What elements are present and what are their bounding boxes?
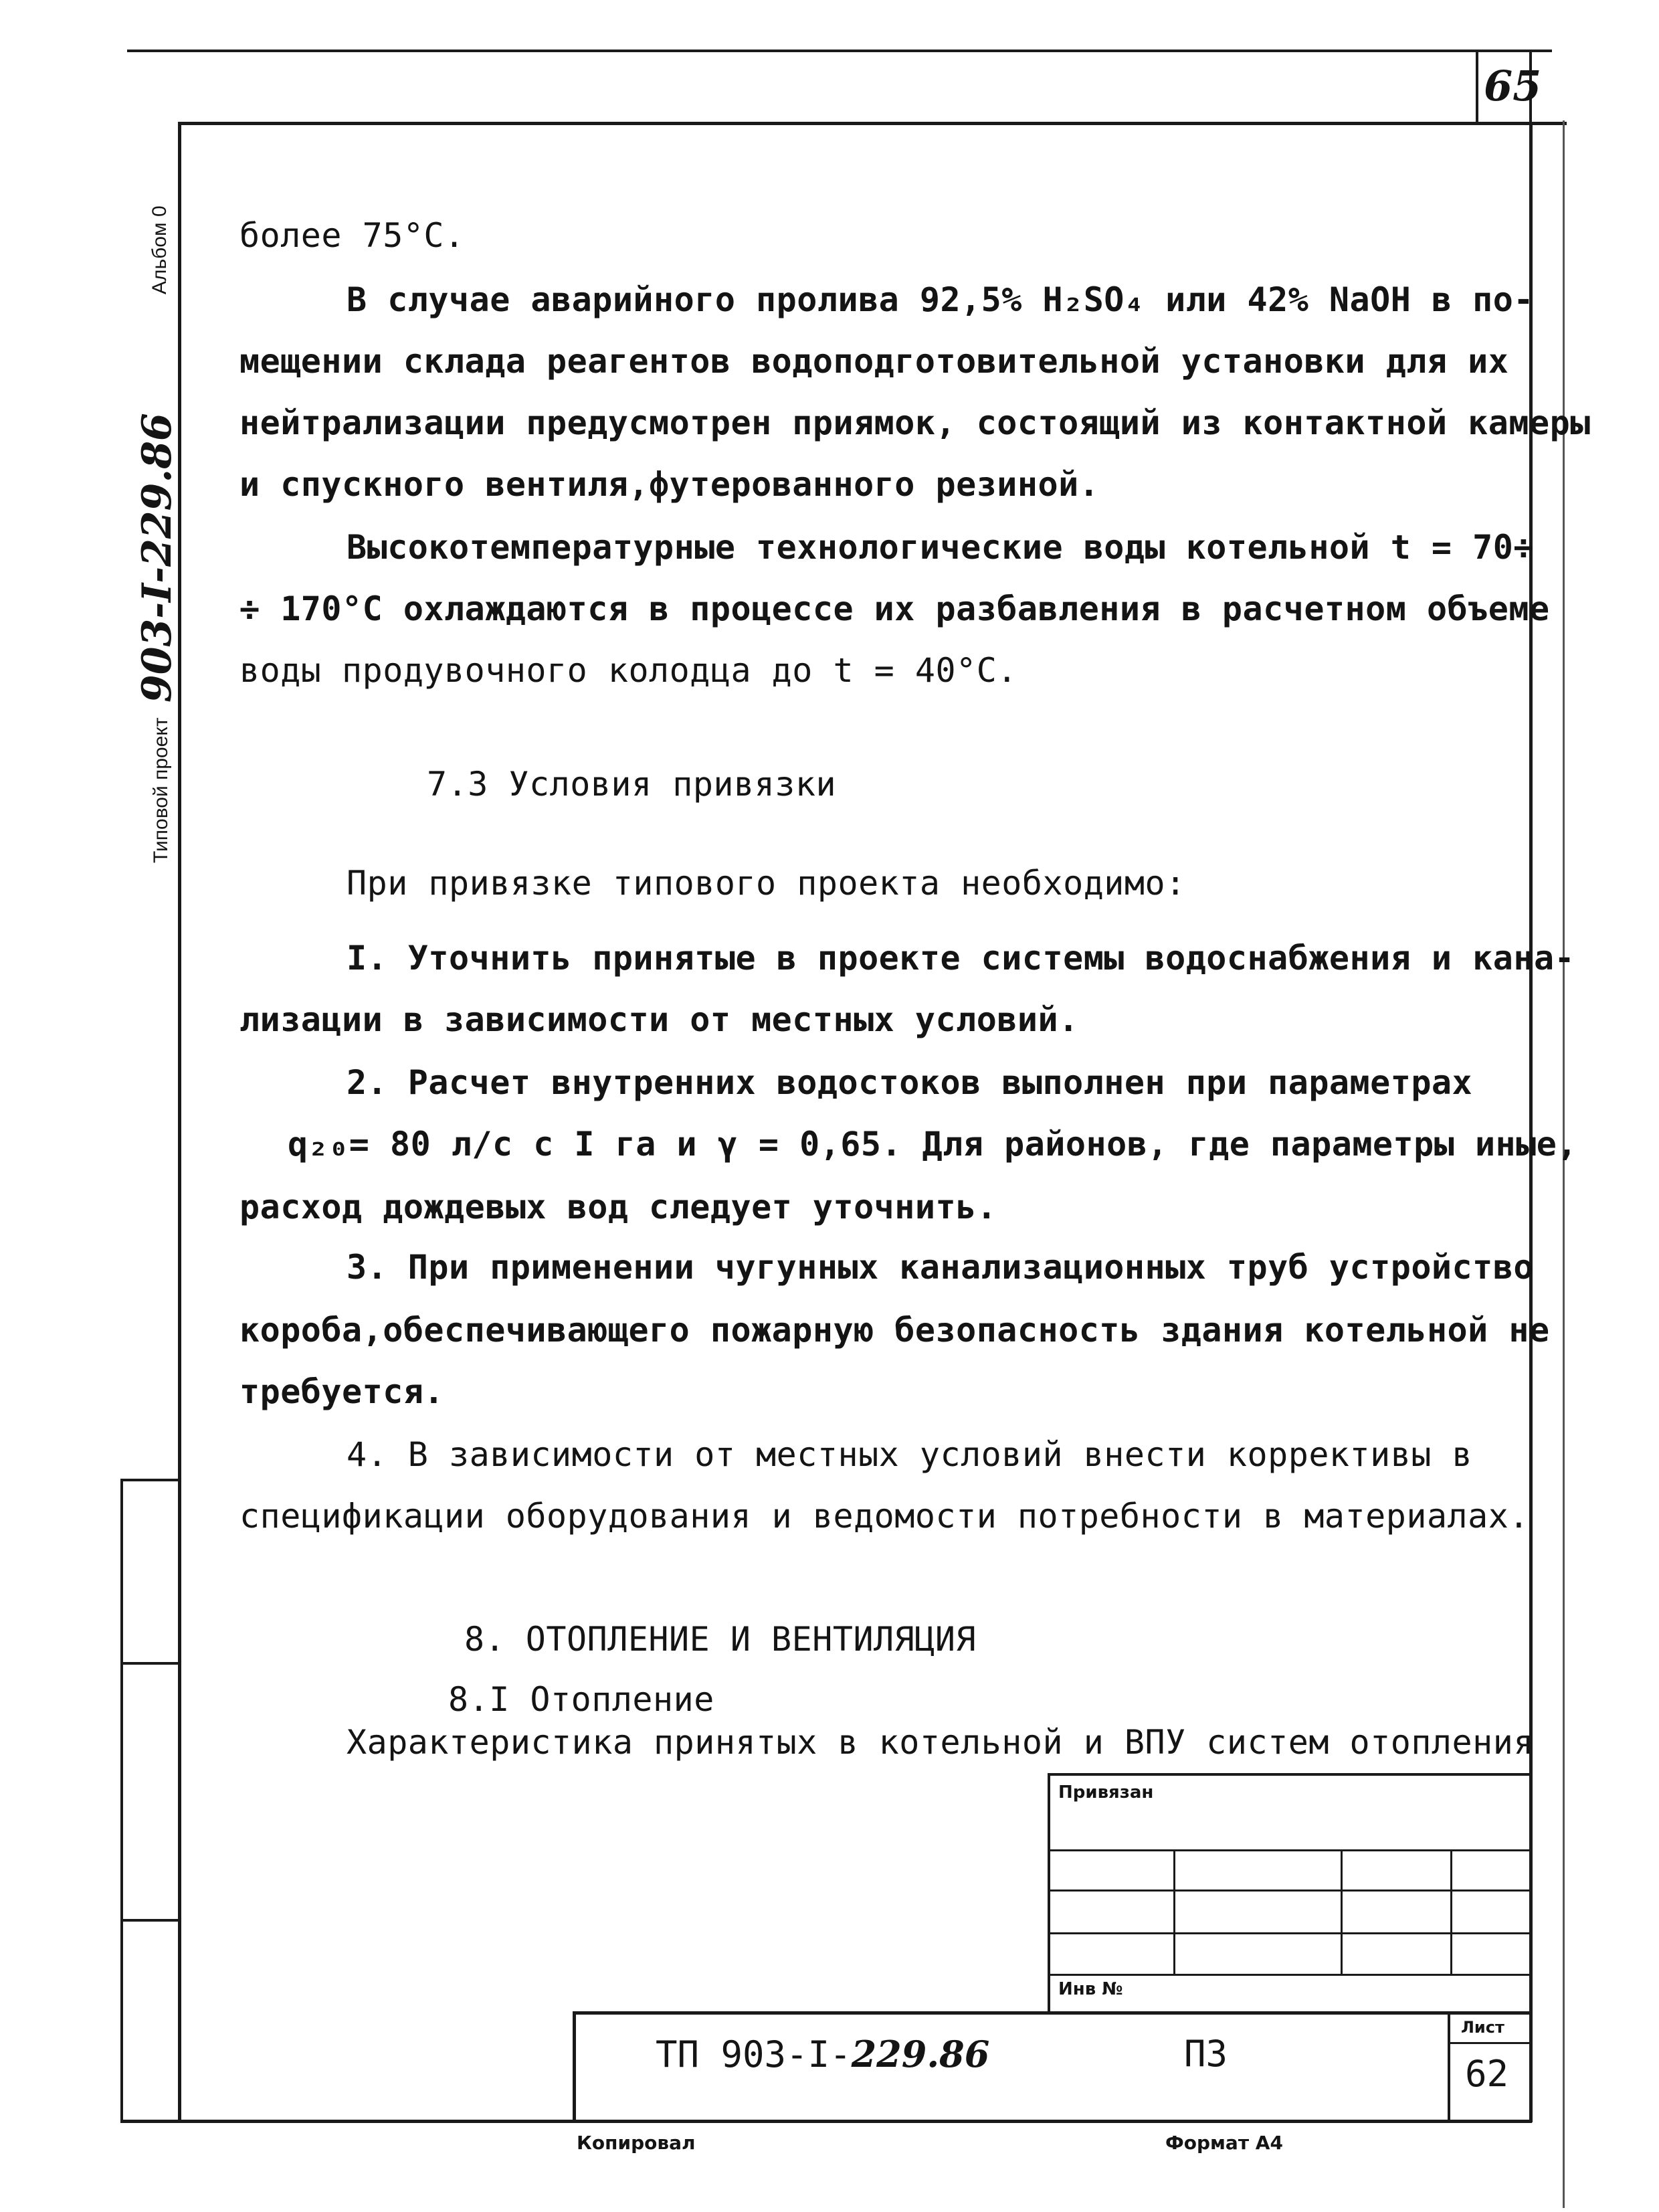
body-line-16: короба,обеспечивающего пожарную безопасность здания котельной не xyxy=(239,1311,1550,1350)
frame-bottom xyxy=(120,2120,1532,2123)
project-label-text: Типовой проект xyxy=(150,717,172,863)
margin-box-h1 xyxy=(120,1479,181,1481)
frame-top xyxy=(178,122,1567,125)
body-line-13: q₂₀= 80 л/с с I га и γ = 0,65. Для районов, где параметры иные, xyxy=(288,1125,1577,1164)
heading-8-1: 8.I Отопление xyxy=(448,1680,714,1719)
footer-copied: Копировал xyxy=(577,2132,696,2154)
body-line-10: I. Уточнить принятые в проекте системы водоснабжения и кана- xyxy=(347,939,1575,978)
stamp-privyazan: Привязан xyxy=(1058,1782,1154,1803)
heading-7-3: 7.3 Условия привязки xyxy=(427,765,837,804)
stamp-upper-top xyxy=(1048,1773,1531,1776)
body-line-17: требуется. xyxy=(239,1372,445,1411)
stamp-grid-v2 xyxy=(1341,1849,1343,1974)
body-line-11: лизации в зависимости от местных условий. xyxy=(239,1000,1079,1039)
stamp-main-top xyxy=(573,2011,1532,2015)
body-line-9: При привязке типового проекта необходимо: xyxy=(347,864,1186,903)
stamp-sheet-label: Лист xyxy=(1461,2018,1504,2037)
stamp-doc-code xyxy=(656,2033,989,2076)
body-line-3: мещении склада реагентов водоподготовительной установки для их xyxy=(239,342,1509,381)
body-line-7: ÷ 170°С охлаждаются в процессе их разбавления в расчетном объеме xyxy=(239,589,1550,628)
body-line-5: и спускного вентиля,футерованного резиной. xyxy=(239,465,1100,504)
heading-8: 8. ОТОПЛЕНИЕ И ВЕНТИЛЯЦИЯ xyxy=(464,1620,977,1659)
project-code-vertical xyxy=(134,413,181,703)
album-label xyxy=(149,205,171,294)
sheet-number-top: 65 xyxy=(1484,62,1542,110)
stamp-doc-code-prefix: ТП 903-I- xyxy=(656,2033,852,2076)
project-code-text: 903-I-229.86 xyxy=(134,413,181,703)
body-line-2: В случае аварийного пролива 92,5% H₂SO₄ или 42% NaOH в по- xyxy=(347,280,1534,319)
stamp-doc-code-hand: 229.86 xyxy=(851,2033,990,2076)
stamp-grid-v1 xyxy=(1173,1849,1175,1974)
body-line-18: 4. В зависимости от местных условий внести коррективы в xyxy=(347,1435,1473,1474)
stamp-grid-h4 xyxy=(1048,1974,1531,1976)
album-text: Альбом 0 xyxy=(149,205,171,294)
body-line-19: спецификации оборудования и ведомости потребности в материалах. xyxy=(239,1497,1529,1536)
stamp-doc-type: ПЗ xyxy=(1184,2033,1228,2075)
stamp-grid-v3 xyxy=(1450,1849,1452,1974)
footer-format: Формат А4 xyxy=(1165,2132,1283,2154)
stamp-inv: Инв № xyxy=(1058,1979,1123,1999)
margin-box-h2 xyxy=(120,1662,181,1665)
body-line-15: 3. При применении чугунных канализационных труб устройство xyxy=(347,1248,1534,1287)
body-line-4: нейтрализации предусмотрен приямок, состоящий из контактной камеры xyxy=(239,403,1591,442)
stamp-upper-left xyxy=(1048,1773,1050,2014)
body-line-14: расход дождевых вод следует уточнить. xyxy=(239,1188,997,1226)
sheet-box-left xyxy=(1476,50,1478,124)
project-label xyxy=(150,717,173,863)
stamp-main-left xyxy=(573,2011,576,2122)
stamp-grid-h3 xyxy=(1048,1932,1531,1934)
top-rule xyxy=(127,50,1552,52)
stamp-sheet-divider xyxy=(1448,2011,1450,2122)
body-line-20: Характеристика принятых в котельной и ВПУ систем отопления xyxy=(347,1723,1534,1762)
body-line-6: Высокотемпературные технологические воды котельной t = 70÷ xyxy=(347,528,1534,567)
stamp-sheet-h xyxy=(1448,2042,1531,2044)
stamp-grid-h2 xyxy=(1048,1890,1531,1892)
body-line-8: воды продувочного колодца до t = 40°С. xyxy=(239,651,1017,690)
stamp-grid-h1 xyxy=(1048,1849,1531,1851)
stamp-sheet-number: 62 xyxy=(1465,2053,1509,2095)
margin-box-left xyxy=(120,1479,123,2122)
body-line-12: 2. Расчет внутренних водостоков выполнен при параметрах xyxy=(347,1063,1473,1102)
margin-box-h3 xyxy=(120,1919,181,1922)
body-line-1: более 75°С. xyxy=(239,216,465,255)
